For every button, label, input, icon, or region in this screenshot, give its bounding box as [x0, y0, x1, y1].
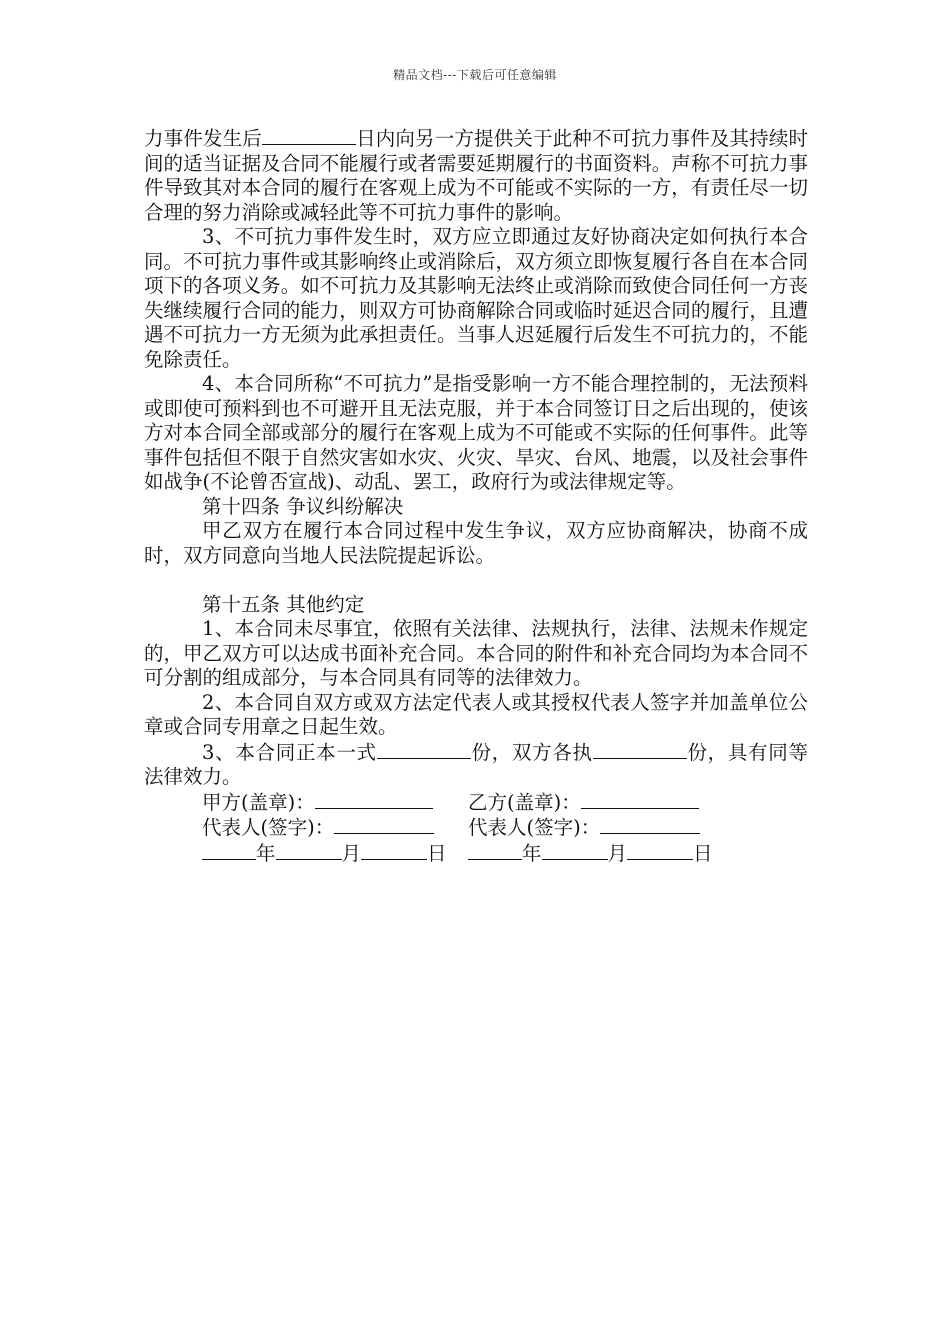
date-b-month-label: 月 — [607, 841, 628, 865]
rep-a-blank — [334, 815, 434, 834]
party-b-seal-blank — [581, 790, 699, 809]
date-b-day-blank — [627, 841, 693, 860]
text-segment: 3、本合同正本一式 — [202, 740, 377, 764]
rep-a-label: 代表人(签字)： — [202, 816, 335, 839]
party-a-seal-label: 甲方(盖章)： — [202, 790, 315, 814]
article-15-item-1: 1、本合同未尽事宜，依照有关法律、法规执行，法律、法规未作规定的，甲乙双方可以达成书面补充合同。本合同的附件和补充合同均为本合同不可分割的组成部分，与本合同具有同等的法律效力。 — [144, 617, 808, 689]
date-a-day-label: 日 — [427, 841, 447, 865]
date-a-year-label: 年 — [256, 841, 276, 865]
article-15-item-2: 2、本合同自双方或双方法定代表人或其授权代表人签字并加盖单位公章或合同专用章之日起生效。 — [144, 690, 808, 738]
rep-b-blank — [600, 815, 700, 834]
signature-row-seal — [144, 790, 808, 816]
page-header: 精品文档---下载后可任意编辑 — [393, 68, 557, 82]
date-a-day-blank — [361, 841, 427, 860]
document-body — [144, 126, 808, 866]
blank-days — [262, 126, 356, 145]
text-segment: 日内向另一方提供关于此种不可抗力事件及其持续时间的适当证据及合同不能履行或者需要延期履行的书面资料。声称不可抗力事件导致其对本合同的履行在客观上成为不可能或不实际的一方，有责任尽一切合理的努力消除或减轻此等不可抗力事件的影响。 — [144, 127, 808, 224]
rep-b-label: 代表人(签字)： — [468, 816, 601, 839]
article-15-heading: 第十五条 其他约定 — [202, 592, 365, 616]
date-b-year-label: 年 — [522, 841, 542, 865]
article-15-item-3 — [144, 740, 808, 790]
article-14-text: 甲乙双方在履行本合同过程中发生争议，双方应协商解决，协商不成时，双方同意向当地人民法院提起诉讼。 — [144, 519, 808, 567]
article-14-heading: 第十四条 争议纠纷解决 — [202, 494, 404, 518]
date-b-day-label: 日 — [693, 841, 713, 865]
date-b-year-blank — [468, 841, 522, 860]
text-segment: 份，双方各执 — [470, 740, 593, 764]
spacer — [144, 568, 808, 593]
date-a-month-label: 月 — [341, 841, 362, 865]
date-a-year-blank — [202, 841, 256, 860]
paragraph-force-majeure-notice — [144, 126, 808, 225]
text-segment: 份，具有同等法律效力。 — [144, 740, 808, 788]
blank-copies-each — [593, 740, 687, 759]
date-b-month-blank — [542, 841, 608, 860]
blank-copies-total — [377, 740, 471, 759]
paragraph-force-majeure-3: 3、不可抗力事件发生时，双方应立即通过友好协商决定如何执行本合同。不可抗力事件或其影响终止或消除后，双方须立即恢复履行各自在本合同项下的各项义务。如不可抗力及其影响无法终止或消除而致使合同任何一方丧失继续履行合同的能力，则双方可协商解除合同或临时延迟合同的履行，且遭遇不可抗力一方无须为此承担责任。当事人迟延履行后发生不可抗力的，不能免除责任。 — [144, 225, 808, 371]
date-a-month-blank — [276, 841, 342, 860]
party-b-seal-label: 乙方(盖章)： — [468, 790, 581, 814]
text-segment: 力事件发生后 — [144, 127, 262, 150]
party-a-seal-blank — [315, 790, 433, 809]
signature-row-representative — [144, 815, 808, 841]
signature-row-date — [144, 841, 808, 867]
paragraph-force-majeure-4: 4、本合同所称“不可抗力”是指受影响一方不能合理控制的，无法预料或即使可预料到也不可避开且无法克服，并于本合同签订日之后出现的，使该方对本合同全部或部分的履行在客观上成为不可能或不实际的任何事件。此等事件包括但不限于自然灾害如水灾、火灾、旱灾、台风、地震，以及社会事件如战争(不论曾否宣战)、动乱、罢工，政府行为或法律规定等。 — [144, 372, 808, 493]
